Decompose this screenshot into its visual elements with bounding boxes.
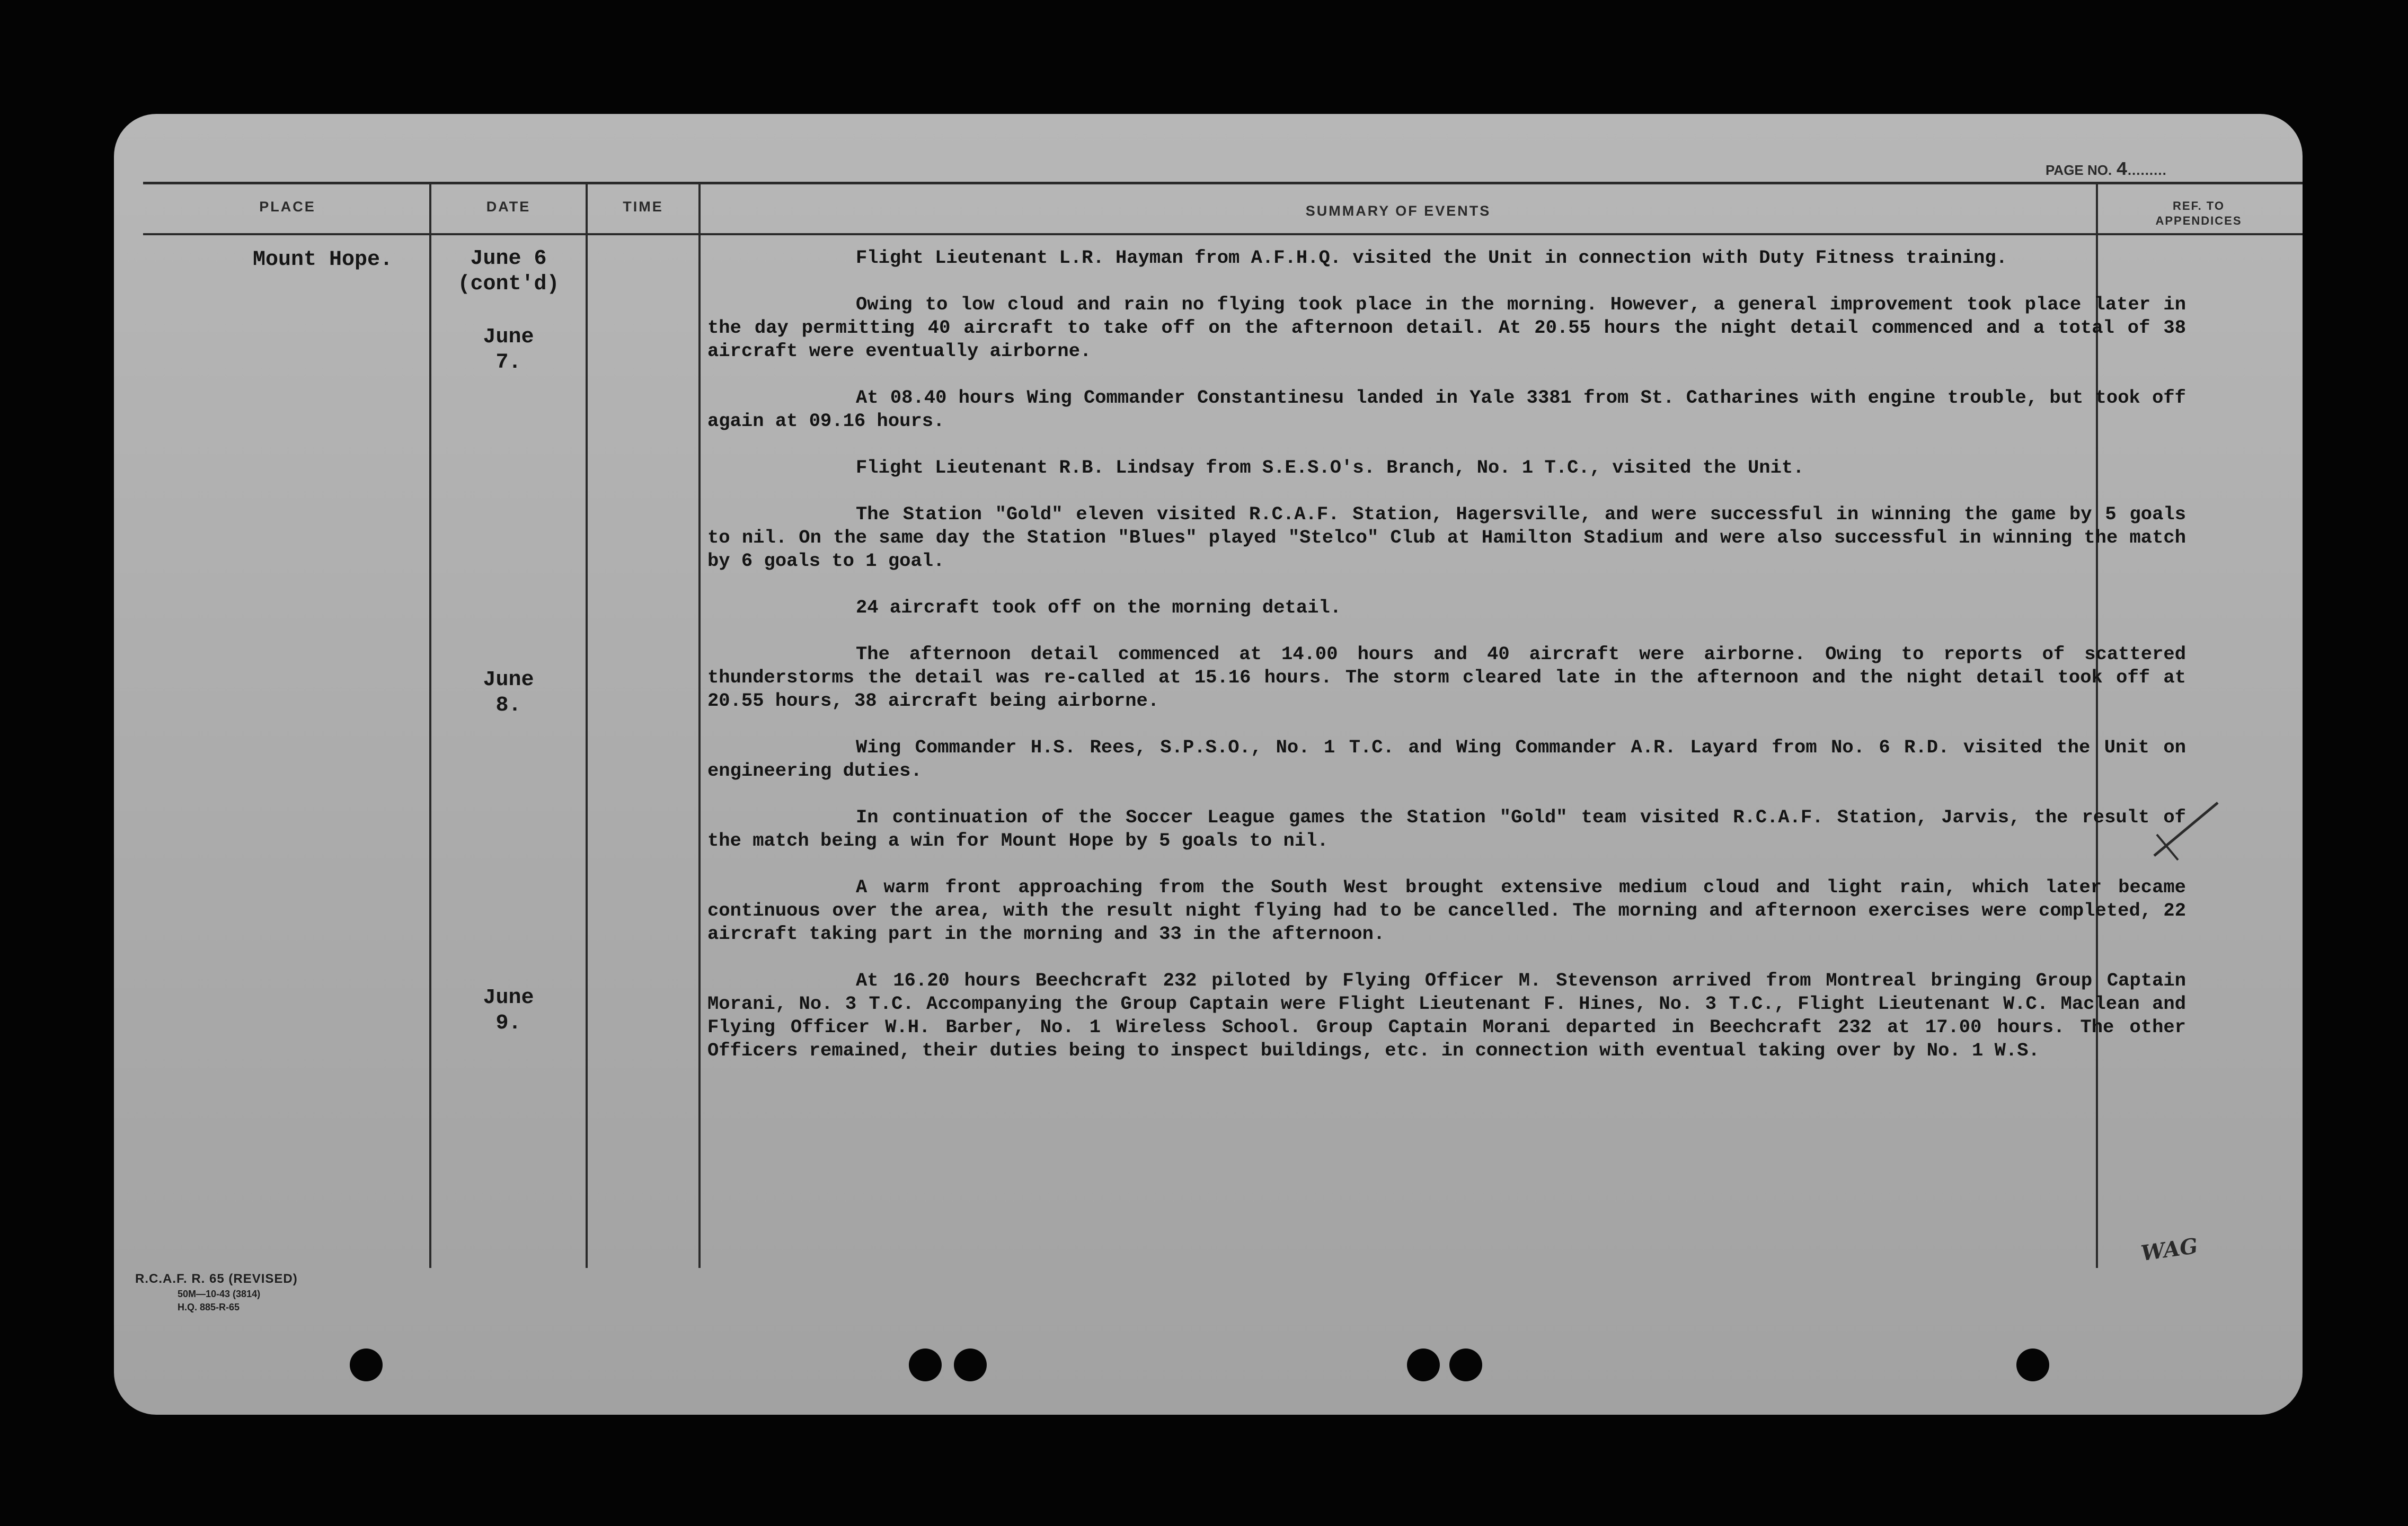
- event-entry: At 08.40 hours Wing Commander Constantinesu landed in Yale 3381 from St. Catharines with engine trouble, but took off again at 09.16 hours.: [707, 387, 2186, 432]
- handwritten-initials: WAG: [2139, 1233, 2200, 1266]
- form-id-line: R.C.A.F. R. 65 (REVISED): [135, 1272, 298, 1286]
- event-entry: A warm front approaching from the South West brought extensive medium cloud and light rain, which later became continuous over the area, with the result night flying had to be cancelled. The morning and afternoon exercises were completed, 22 aircraft taking part in the morning and 33 in the afternoon.: [707, 876, 2186, 945]
- page-number-value: 4: [2116, 159, 2128, 181]
- header-bottom-rule: [143, 233, 2303, 235]
- date-line: June 6: [470, 247, 547, 271]
- form-id-line: H.Q. 885-R-65: [178, 1302, 240, 1312]
- event-entry: The Station "Gold" eleven visited R.C.A.F. Station, Hagersville, and were successful in winning the game by 5 goals to nil. On the same day the Station "Blues" played "Stelco" Club at Hamilton Stadium and were also successful in winning the match by 6 goals to 1 goal.: [707, 503, 2186, 572]
- date-entry: [431, 246, 586, 297]
- event-entry: Wing Commander H.S. Rees, S.P.S.O., No. 1 T.C. and Wing Commander A.R. Layard from No. 6 R.D. visited the Unit on engineering duties.: [707, 737, 2186, 782]
- place-value: Mount Hope.: [253, 248, 393, 272]
- event-entry: The afternoon detail commenced at 14.00 hours and 40 aircraft were airborne. Owing to reports of scattered thunderstorms the detail was re-called at 15.16 hours. The storm cleared late in the afternoon and the night detail took off at 20.55 hours, 38 aircraft being airborne.: [707, 643, 2186, 712]
- date-line: 7.: [495, 351, 521, 375]
- header-ref: [2098, 199, 2299, 228]
- date-entry: [431, 668, 586, 718]
- date-line: 9.: [495, 1012, 521, 1035]
- event-entry: At 16.20 hours Beechcraft 232 piloted by Flying Officer M. Stevenson arrived from Montreal bringing Group Captain Morani, No. 3 T.C. Accompanying the Group Captain were Flight Lieutenant F. Hines, No. 3 T.C., Flight Lieutenant W.C. Maclean and Flying Officer W.H. Barber, No. 1 Wireless School. Group Captain Morani departed in Beechcraft 232 at 17.00 hours. The other Officers remained, their duties being to inspect buildings, etc. in connection with eventual taking over by No. 1 W.S.: [707, 970, 2186, 1061]
- diary-sheet: [114, 114, 2303, 1415]
- header-ref-line1: REF. TO: [2173, 199, 2225, 212]
- binder-hole: [1449, 1348, 1482, 1381]
- date-entry: [431, 325, 586, 376]
- date-line: June: [483, 986, 534, 1010]
- page-number-label: PAGE NO.: [2046, 162, 2112, 178]
- event-entry: Owing to low cloud and rain no flying took place in the morning. However, a general improvement took place later in the day permitting 40 aircraft to take off on the afternoon detail. At 20.55 hours the night detail commenced and a total of 38 aircraft were eventually airborne.: [707, 294, 2186, 362]
- summary-of-events: [707, 246, 2186, 1086]
- header-date: DATE: [486, 199, 531, 215]
- event-entry: In continuation of the Soccer League games the Station "Gold" team visited R.C.A.F. Station, Jarvis, the result of the match being a win for Mount Hope by 5 goals to nil.: [707, 806, 2186, 851]
- date-line: (cont'd): [457, 272, 560, 296]
- time-column-divider: [698, 182, 701, 1268]
- check-mark-icon: [2149, 797, 2223, 866]
- top-rule: [143, 182, 2303, 184]
- date-line: 8.: [495, 694, 521, 717]
- header-summary: SUMMARY OF EVENTS: [1305, 203, 1491, 219]
- page-number-dots: .........: [2127, 162, 2167, 178]
- event-entry: Flight Lieutenant R.B. Lindsay from S.E.S.O's. Branch, No. 1 T.C., visited the Unit.: [856, 457, 1804, 478]
- binder-hole: [909, 1348, 942, 1381]
- date-line: June: [483, 325, 534, 349]
- date-line: June: [483, 668, 534, 692]
- date-entry: [431, 986, 586, 1036]
- header-place: PLACE: [259, 199, 316, 215]
- form-identifier: [135, 1272, 358, 1313]
- form-id-line: 50M—10-43 (3814): [178, 1289, 261, 1299]
- event-entry: 24 aircraft took off on the morning detail.: [856, 597, 1342, 618]
- binder-hole: [2016, 1348, 2049, 1381]
- page-number: [2046, 159, 2199, 181]
- header-ref-line2: APPENDICES: [2155, 214, 2242, 227]
- date-column-divider: [586, 182, 588, 1268]
- binder-hole: [954, 1348, 987, 1381]
- event-entry: Flight Lieutenant L.R. Hayman from A.F.H.Q. visited the Unit in connection with Duty Fitness training.: [856, 247, 2007, 269]
- binder-hole: [350, 1348, 383, 1381]
- header-time: TIME: [623, 199, 663, 215]
- binder-hole: [1407, 1348, 1440, 1381]
